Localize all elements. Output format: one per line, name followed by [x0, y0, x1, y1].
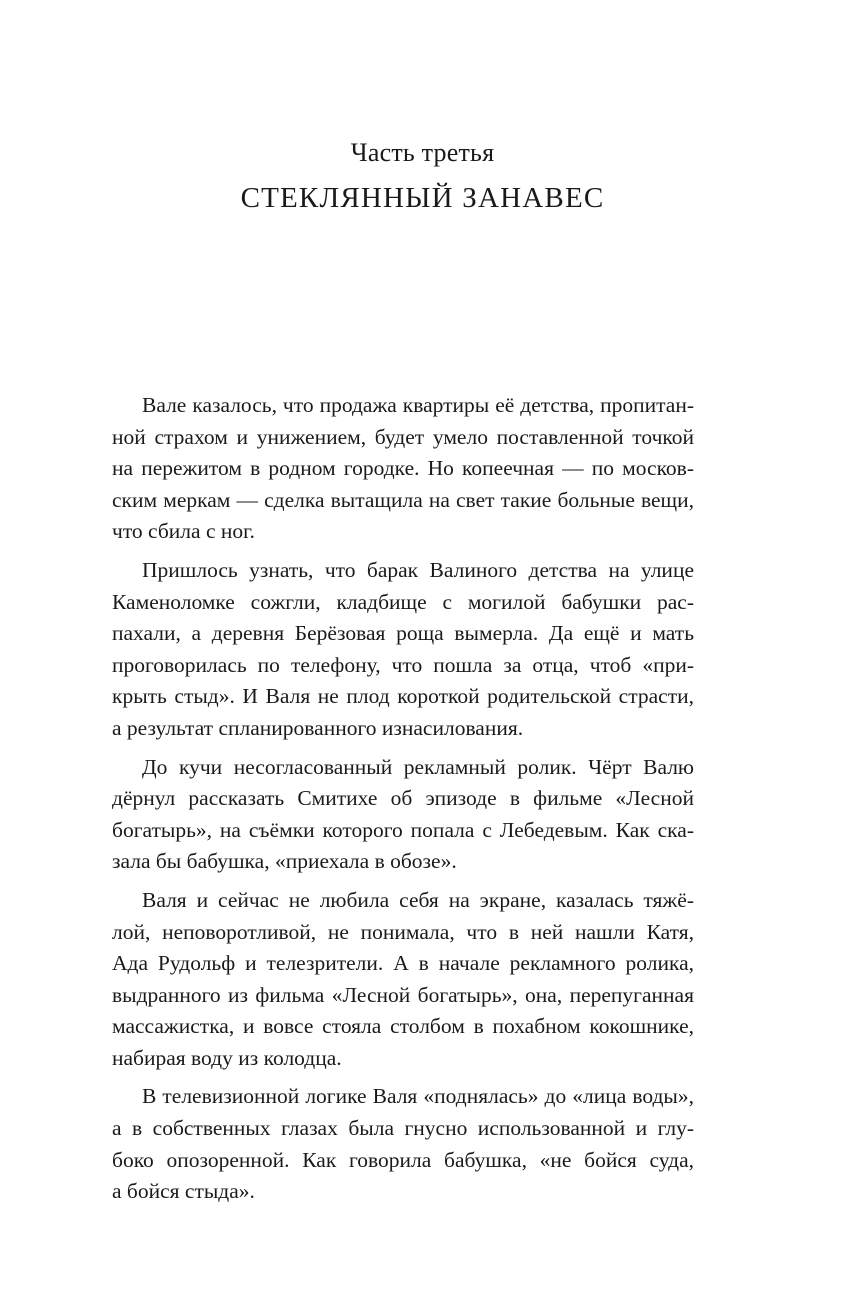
text-line: В телевизионной логике Валя «поднялась» до «лица воды», — [142, 1084, 694, 1109]
paragraph — [112, 555, 694, 745]
text-line: Валя и сейчас не любила себя на экране, казалась тяжё- — [142, 887, 694, 912]
part-title: СТЕКЛЯННЫЙ ЗАНАВЕС — [240, 182, 605, 214]
paragraph — [112, 885, 694, 1075]
text-line: дёрнул рассказать Смитихе об эпизоде в фильме «Лесной — [112, 786, 694, 811]
text-line: что сбила с ног. — [112, 519, 255, 544]
text-line: а в собственных глазах была гнусно использованной и глу- — [112, 1116, 694, 1141]
text-line: Ада Рудольф и телезрители. А в начале рекламного ролика, — [112, 951, 694, 976]
text-line: ским меркам — сделка вытащила на свет такие больные вещи, — [112, 487, 694, 512]
part-label: Часть третья — [350, 138, 495, 167]
text-line: а бойся стыда». — [112, 1179, 255, 1204]
body-text — [112, 390, 694, 1215]
text-line: пахали, а деревня Берёзовая роща вымерла. Да ещё и мать — [112, 621, 694, 646]
paragraph — [112, 390, 694, 548]
text-line: Каменоломке сожгли, кладбище с могилой бабушки рас- — [112, 589, 694, 614]
text-line: Вале казалось, что продажа квартиры её детства, пропитан- — [142, 393, 694, 417]
paragraph — [112, 752, 694, 878]
text-line: а результат спланированного изнасилования. — [112, 715, 524, 740]
text-line: крыть стыд». И Валя не плод короткой родительской страсти, — [112, 684, 694, 709]
text-line: богатырь», на съёмки которого попала с Лебедевым. Как ска- — [112, 817, 694, 842]
text-line: боко опозоренной. Как говорила бабушка, «не бойся суда, — [112, 1147, 694, 1172]
text-line: зала бы бабушка, «приехала в обозе». — [112, 849, 457, 874]
text-line: лой, неповоротливой, не понимала, что в ней нашли Катя, — [112, 919, 694, 944]
text-line: набирая воду из колодца. — [112, 1045, 342, 1070]
text-line: Пришлось узнать, что барак Валиного детства на улице — [142, 557, 694, 582]
paragraph — [112, 1081, 694, 1207]
text-line: массажистка, и вовсе стояла столбом в похабном кокошнике, — [112, 1014, 694, 1039]
text-line: выдранного из фильма «Лесной богатырь», она, перепуганная — [112, 982, 694, 1007]
text-line: ной страхом и унижением, будет умело поставленной точкой — [112, 424, 694, 449]
text-line: на пережитом в родном городке. Но копеечная — по москов- — [112, 456, 694, 481]
text-line: проговорилась по телефону, что пошла за отца, чтоб «при- — [112, 652, 694, 677]
text-line: До кучи несогласованный рекламный ролик. Чёрт Валю — [142, 754, 694, 779]
